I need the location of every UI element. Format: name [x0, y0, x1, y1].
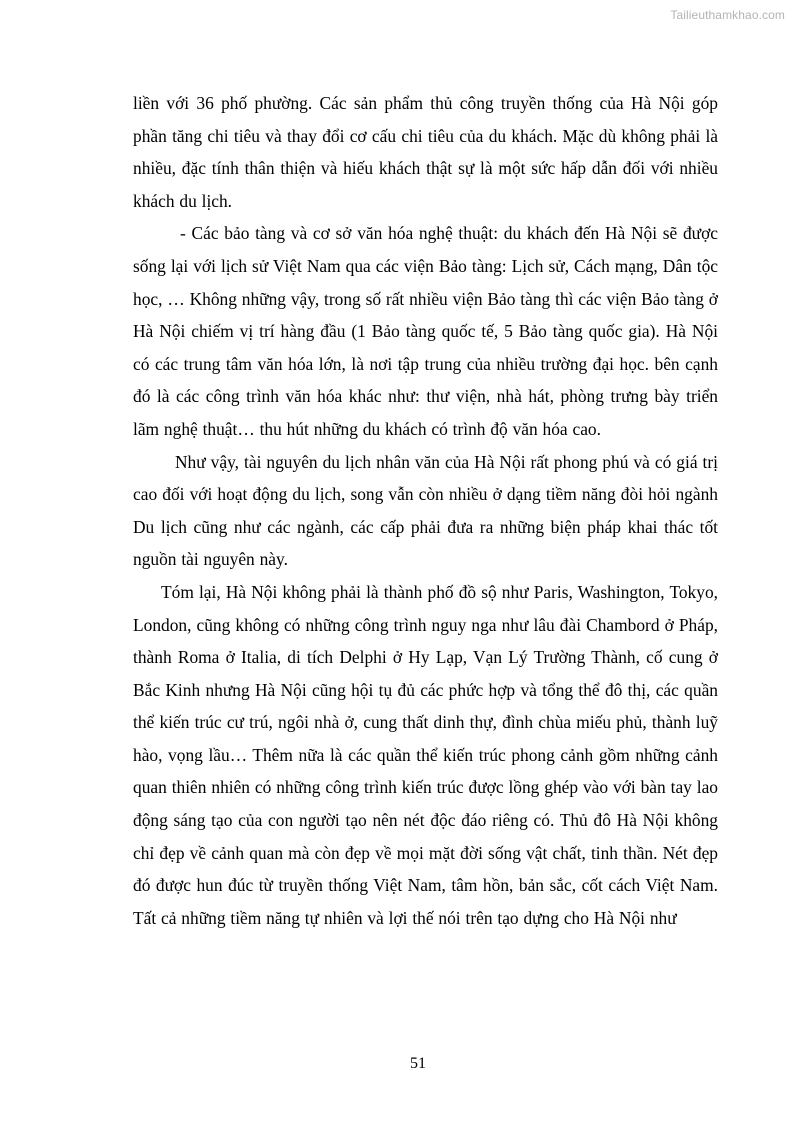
page-number: 51: [410, 1055, 426, 1072]
page-body: [133, 87, 718, 934]
paragraph-handicraft-continuation: liền với 36 phố phường. Các sản phẩm thủ công truyền thống của Hà Nội góp phần tăng chi tiêu và thay đổi cơ cấu chi tiêu của du khách. Mặc dù không phải là nhiều, đặc tính thân thiện và hiếu khách thật sự là một sức hấp dẫn đối với nhiều khách du lịch.: [133, 93, 718, 211]
paragraph-museums: - Các bảo tàng và cơ sở văn hóa nghệ thuật: du khách đến Hà Nội sẽ được sống lại với lịch sử Việt Nam qua các viện Bảo tàng: Lịch sử, Cách mạng, Dân tộc học, … Không những vậy, trong số rất nhiều viện Bảo tàng thì các viện Bảo tàng ở Hà Nội chiếm vị trí hàng đầu (1 Bảo tàng quốc tế, 5 Bảo tàng quốc gia). Hà Nội có các trung tâm văn hóa lớn, là nơi tập trung của nhiều trường đại học. bên cạnh đó là các công trình văn hóa khác như: thư viện, nhà hát, phòng trưng bày triển lãm nghệ thuật… thu hút những du khách có trình độ văn hóa cao.: [133, 223, 718, 439]
paragraph-cultural-resources-summary: Như vậy, tài nguyên du lịch nhân văn của Hà Nội rất phong phú và có giá trị cao đối với hoạt động du lịch, song vẫn còn nhiều ở dạng tiềm năng đòi hỏi ngành Du lịch cũng như các ngành, các cấp phải đưa ra những biện pháp khai thác tốt nguồn tài nguyên này.: [133, 451, 718, 570]
watermark: Tailieuthamkhao.com: [670, 8, 785, 22]
paragraph-conclusion: Tóm lại, Hà Nội không phải là thành phố đồ sộ như Paris, Washington, Tokyo, London, cũng không có những công trình nguy nga như lâu đài Chambord ở Pháp, thành Roma ở Italia, di tích Delphi ở Hy Lạp, Vạn Lý Trường Thành, cố cung ở Bắc Kinh nhưng Hà Nội cũng hội tụ đủ các phức hợp và tổng thể đô thị, các quần thể kiến trúc cư trú, ngôi nhà ở, cung thất dinh thự, đình chùa miếu phủ, thành luỹ hào, vọng lầu… Thêm nữa là các quần thể kiến trúc phong cảnh gồm những cảnh quan thiên nhiên có những công trình kiến trúc được lồng ghép vào với bàn tay lao động sáng tạo của con người tạo nên nét độc đáo riêng có. Thủ đô Hà Nội không chỉ đẹp về cảnh quan mà còn đẹp về mọi mặt đời sống vật chất, tinh thần. Nét đẹp đó được hun đúc từ truyền thống Việt Nam, tâm hồn, bản sắc, cốt cách Việt Nam. Tất cả những tiềm năng tự nhiên và lợi thế nói trên tạo dựng cho Hà Nội như: [133, 581, 718, 928]
